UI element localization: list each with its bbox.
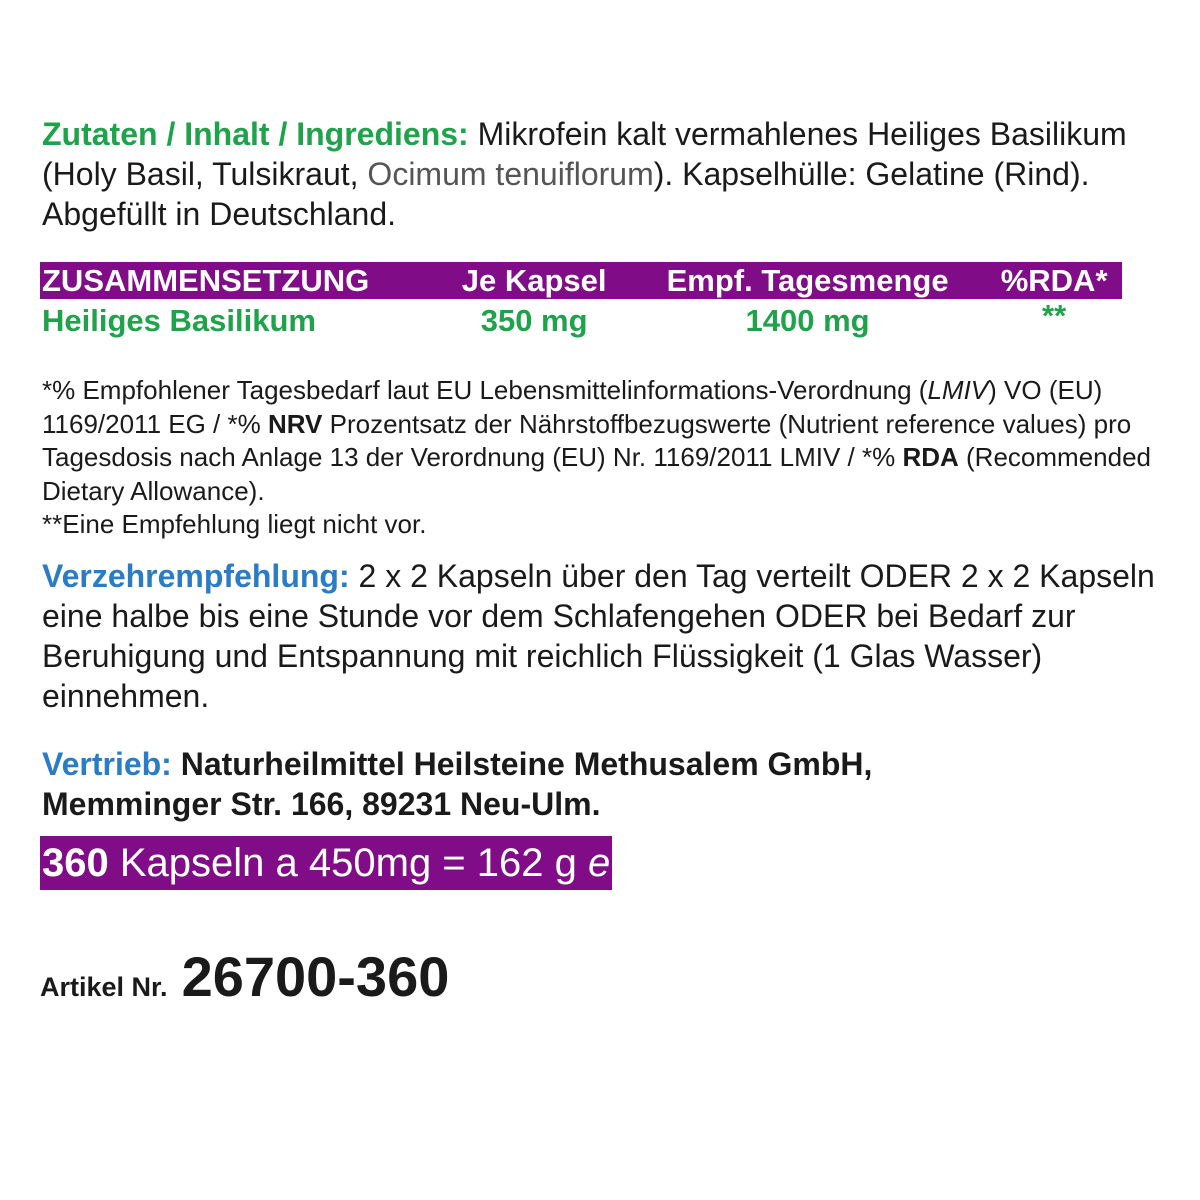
table-header-row — [40, 262, 1122, 299]
ingredients-text: Mikrofein kalt vermahlenes Heiliges Basilikum (Holy Basil, Tulsikraut, — [42, 116, 1127, 192]
footnote-nrv: NRV — [267, 408, 323, 439]
header-rda: %RDA* — [986, 262, 1122, 299]
article-label: Artikel Nr. — [40, 972, 168, 1002]
article-number: 26700-360 — [181, 945, 450, 1008]
distributor-paragraph — [42, 744, 1162, 824]
cell-ingredient: Heiliges Basilikum — [42, 303, 316, 338]
ingredients-label: Zutaten / Inhalt / Ingrediens: — [42, 116, 469, 152]
footnote-lmiv: LMIV — [927, 375, 989, 405]
package-count: 360 — [42, 841, 109, 885]
distributor-address: Memminger Str. 166, 89231 Neu-Ulm. — [42, 786, 601, 822]
footnote-no-recommendation: **Eine Empfehlung liegt nicht vor. — [42, 509, 427, 539]
package-banner — [40, 836, 612, 890]
usage-text: 2 x 2 Kapseln über den Tag verteilt ODER 2 x 2 Kapseln eine halbe bis eine Stunde vor dem Schlafengehen ODER bei Bedarf zur Beruhigung und Entspannung mit reichlich Flüssigkeit (1 Glas Wasser) einnehmen. — [42, 558, 1155, 714]
composition-table — [40, 262, 1122, 343]
cell-rda: ** — [1042, 298, 1067, 333]
ingredients-paragraph — [42, 114, 1162, 234]
botanical-name: Ocimum tenuiflorum — [367, 156, 654, 192]
usage-paragraph — [42, 556, 1162, 716]
cell-per-capsule: 350 mg — [480, 303, 588, 338]
ingredients-text-end: ). Kapselhülle: Gelatine (Rind). Abgefüllt in Deutschland. — [42, 156, 1090, 232]
header-per-capsule: Je Kapsel — [439, 262, 629, 299]
footnote-paragraph — [42, 374, 1162, 542]
footnote-text-1: *% Empfohlener Tagesbedarf laut EU Lebensmittelinformations-Verordnung ( — [42, 375, 928, 405]
table-row — [40, 299, 1122, 343]
footnote-text-2: ) VO (EU) 1169/2011 EG / *% — [42, 375, 1103, 439]
package-estimate-mark: e — [588, 841, 611, 885]
distributor-name: Naturheilmittel Heilsteine Methusalem GmbH, — [171, 746, 873, 782]
package-text: Kapseln a 450mg = 162 g — [108, 841, 588, 885]
usage-label: Verzehrempfehlung: — [42, 558, 350, 594]
footnote-text-3: Prozentsatz der Nährstoffbezugswerte (Nutrient reference values) pro Tagesdosis nach Anlage 13 der Verordnung (EU) Nr. 1169/2011 LMIV / *% — [42, 408, 1132, 472]
header-daily-amount: Empf. Tagesmenge — [629, 262, 986, 299]
footnote-rda: RDA — [902, 442, 959, 472]
article-number-block — [40, 944, 449, 1009]
footnote-text-4: (Recommended Dietary Allowance). — [42, 442, 1151, 506]
distributor-label: Vertrieb: — [42, 746, 172, 782]
header-composition: ZUSAMMENSETZUNG — [40, 262, 439, 299]
cell-daily-amount: 1400 mg — [745, 303, 870, 338]
